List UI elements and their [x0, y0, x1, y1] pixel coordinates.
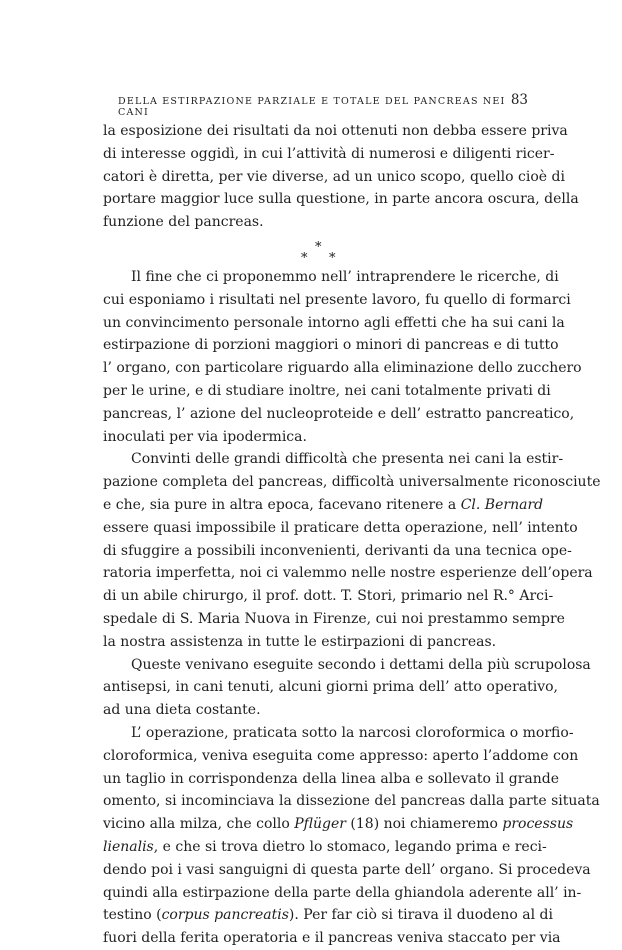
text-line: spedale di S. Maria Nuova in Firenze, cui noi prestammo sempre	[103, 610, 565, 627]
text-line: Convinti delle grandi difficoltà che presenta nei cani la estir-	[131, 451, 564, 468]
text-line: testino (corpus pancreatis). Per far ciò si tirava il duodeno al di	[103, 907, 554, 924]
text-line: Queste venivano eseguite secondo i dettami della più scrupolosa	[131, 656, 591, 673]
text-line: la nostra assistenza in tutte le estirpazioni di pancreas.	[103, 633, 497, 650]
text-line: di interesse oggidì, in cui l’attività di numerosi e diligenti ricer-	[103, 145, 555, 162]
running-title: DELLA ESTIRPAZIONE PARZIALE E TOTALE DEL PANCREAS NEI CANI	[118, 96, 506, 118]
text-line: fuori della ferita operatoria e il pancreas veniva staccato per via	[103, 930, 561, 947]
text-line: quindi alla estirpazione della parte della ghiandola aderente all’ in-	[103, 884, 582, 901]
text-line: un convincimento personale intorno agli effetti che ha sui cani la	[103, 314, 565, 331]
italic-term: corpus pancreatis	[161, 907, 289, 924]
italic-term: Pflüger	[294, 816, 346, 833]
text-line: un taglio in corrispondenza della linea alba e sollevato il grande	[103, 770, 560, 787]
asterisk: *	[315, 239, 322, 255]
italic-term: lienalis	[103, 838, 154, 855]
text-line: vicino alla milza, che collo Pflüger (18) noi chiameremo processus	[103, 816, 574, 833]
body-text	[103, 120, 601, 950]
text-line: estirpazione di porzioni maggiori o minori di pancreas e di tutto	[103, 337, 559, 354]
running-header	[118, 92, 528, 118]
text-line: per le urine, e di studiare inoltre, nei cani totalmente privati di	[103, 382, 551, 399]
italic-term: processus	[502, 816, 574, 833]
text-line: dendo poi i vasi sanguigni di questa parte dell’ organo. Si procedeva	[103, 861, 591, 878]
text-line: cloroformica, veniva eseguita come appresso: aperto l’addome con	[103, 747, 579, 764]
section-separator	[103, 234, 529, 266]
text-line: l’ organo, con particolare riguardo alla eliminazione dello zucchero	[103, 360, 582, 377]
page-number: 83	[510, 92, 528, 108]
text-line: omento, si incominciava la dissezione del pancreas dalla parte situata	[103, 793, 600, 810]
text-line: portare maggior luce sulla questione, in parte ancora oscura, della	[103, 191, 579, 208]
text-line: cui esponiamo i risultati nel presente lavoro, fu quello di formarci	[103, 291, 571, 308]
text-line: pazione completa del pancreas, difficoltà universalmente riconosciute	[103, 474, 601, 491]
asterisk: *	[329, 250, 336, 266]
text-line: essere quasi impossibile il praticare detta operazione, nell’ intento	[103, 519, 578, 536]
text-line: e che, sia pure in altra epoca, facevano ritenere a Cl. Bernard	[103, 496, 544, 513]
text-line: ad una dieta costante.	[103, 702, 261, 719]
italic-term: Cl. Bernard	[460, 496, 544, 513]
text-line: L’ operazione, praticata sotto la narcosi cloroformica o morfio-	[131, 724, 574, 741]
text-line: inoculati per via ipodermica.	[103, 428, 307, 445]
text-line: pancreas, l’ azione del nucleoproteide e dell’ estratto pancreatico,	[103, 405, 575, 422]
text-line: antisepsi, in cani tenuti, alcuni giorni prima dell’ atto operativo,	[103, 679, 559, 696]
text-line: di un abile chirurgo, il prof. dott. T. Stori, primario nel R.° Arci-	[103, 588, 554, 605]
text-line: la esposizione dei risultati da noi ottenuti non debba essere priva	[103, 123, 568, 139]
text-line: ratoria imperfetta, noi ci valemmo nelle nostre esperienze dell’opera	[103, 565, 593, 582]
text-line: lienalis, e che si trova dietro lo stomaco, legando prima e reci-	[103, 838, 547, 855]
text-line: di sfuggire a possibili inconvenienti, derivanti da una tecnica ope-	[103, 542, 572, 559]
text-line: funzione del pancreas.	[103, 214, 264, 231]
asterisk: *	[301, 250, 308, 266]
text-line: catori è diretta, per vie diverse, ad un unico scopo, quello cioè di	[103, 168, 565, 185]
text-line: Il fine che ci proponemmo nell’ intraprendere le ricerche, di	[131, 268, 559, 285]
